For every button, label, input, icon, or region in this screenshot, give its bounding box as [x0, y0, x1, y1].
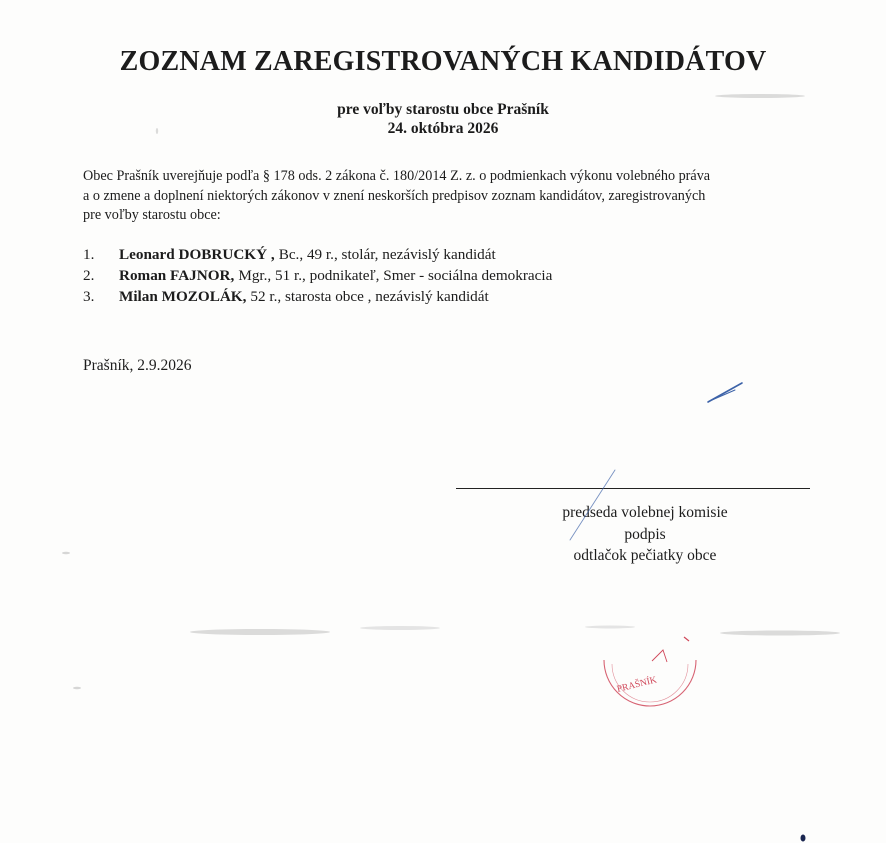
candidate-number: 2.	[83, 267, 95, 284]
intro-line: a o zmene a doplnení niektorých zákonov v znení neskorších predpisov zoznam kandidátov, zaregistrovaných	[83, 187, 706, 204]
stamp-text: PRAŠNÍK	[616, 675, 658, 695]
ink-dot	[801, 835, 806, 842]
candidate-details: 52 r., starosta obce , nezávislý kandidát	[250, 288, 489, 305]
candidate-number: 1.	[83, 246, 95, 263]
intro-line: Obec Prašník uverejňuje podľa § 178 ods. 2 zákona č. 180/2014 Z. z. o podmienkach výkonu volebného práva	[83, 168, 711, 184]
candidate-name: Leonard DOBRUCKÝ ,	[119, 246, 275, 263]
candidate-details: Mgr., 51 r., podnikateľ, Smer - sociálna demokracia	[238, 267, 553, 284]
candidate-details: Bc., 49 r., stolár, nezávislý kandidát	[278, 246, 496, 263]
scan-smudges	[62, 94, 840, 689]
signature-caption-stamp: odtlačok pečiatky obce	[573, 547, 717, 564]
signature-caption-role: predseda volebnej komisie	[562, 504, 728, 521]
signature-strokes	[570, 383, 742, 540]
candidate-name: Roman FAJNOR,	[119, 267, 235, 284]
election-subtitle: pre voľby starostu obce Prašník	[337, 101, 549, 118]
election-date: 24. októbra 2026	[387, 120, 499, 137]
candidate-number: 3.	[83, 288, 95, 305]
stamp-mark	[604, 637, 696, 706]
intro-line: pre voľby starostu obce:	[83, 207, 221, 223]
place-and-date: Prašník, 2.9.2026	[83, 357, 192, 374]
signature-caption-sign: podpis	[624, 525, 666, 543]
document-title: ZOZNAM ZAREGISTROVANÝCH KANDIDÁTOV	[119, 46, 767, 77]
candidate-name: Milan MOZOLÁK,	[119, 288, 247, 305]
